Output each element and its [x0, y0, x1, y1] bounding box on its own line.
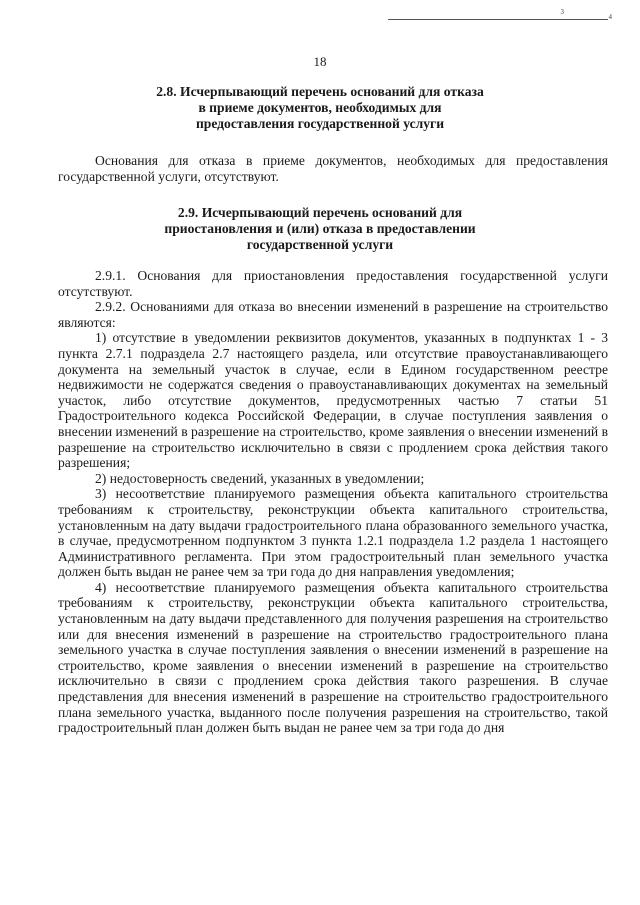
heading-line: приостановления и (или) отказа в предоставлении: [164, 221, 476, 236]
paragraph-2-9-1: 2.9.1. Основания для приостановления предоставления государственной услуги отсутствуют.: [58, 268, 608, 299]
paragraph: Основания для отказа в приеме документов, необходимых для предоставления государственной услуги, отсутствуют.: [58, 153, 608, 184]
section-2-8-heading: [110, 84, 530, 132]
paragraph-2-9-2: 2.9.2. Основаниями для отказа во внесении изменений в разрешение на строительство являются:: [58, 299, 608, 330]
page-number: 18: [313, 54, 327, 69]
list-item-3: 3) несоответствие планируемого размещения объекта капитального строительства требованиям к строительству, реконструкции объекта капитального строительства, установленным на дату выдачи градостроительного плана образованного земельного участка, в случае, предусмотренном подпунктом 3 пункта 1.2.1 подраздела 1.2 раздела 1 настоящего Административного регламента. При этом градостроительный план земельного участка должен быть выдан не ранее чем за три года до дня направления уведомления;: [58, 486, 608, 580]
heading-line: 2.8. Исчерпывающий перечень оснований для отказа: [156, 84, 484, 99]
heading-line: предоставления государственной услуги: [195, 116, 445, 131]
list-item-2: 2) недостоверность сведений, указанных в уведомлении;: [95, 470, 425, 486]
heading-line: 2.9. Исчерпывающий перечень оснований для: [177, 205, 463, 220]
heading-line: в приеме документов, необходимых для: [198, 100, 442, 115]
corner-marks: [382, 8, 612, 24]
section-2-9-heading: [110, 205, 530, 253]
corner-mark: 3: [560, 8, 564, 16]
corner-mark: 4: [608, 13, 612, 21]
heading-line: государственной услуги: [246, 237, 394, 252]
section-2-9-body: [58, 268, 608, 736]
list-item-1: 1) отсутствие в уведомлении реквизитов документов, указанных в подпунктах 1 - 3 пункта 2.7.1 подраздела 2.7 настоящего раздела, или отсутствие правоустанавливающего документа на земельный участок в случае, если в Едином государственном реестре недвижимости не содержатся сведения о правоустанавливающих документах на земельный участок, либо отсутствие документов, предусмотренных частью 7 статьи 51 Градостроительного кодекса Российской Федерации, в случае поступления заявления о внесении изменений в разрешение на строительство, кроме заявления о внесении изменений в разрешение на строительство исключительно в связи с продлением срока действия такого разрешения;: [58, 330, 608, 471]
list-item-4: 4) несоответствие планируемого размещения объекта капитального строительства требованиям к строительству, реконструкции объекта капитального строительства, установленным на дату выдачи представленного для получения разрешения на строительство или для внесения изменений в разрешение на строительство градостроительного плана земельного участка в случае поступления заявления о внесении изменений в разрешение на строительство, кроме заявления о внесении изменений в разрешение на строительство исключительно в связи с продлением срока действия такого разрешения. В случае представления для внесения изменений в разрешение на строительство градостроительного плана земельного участка, выданного после получения разрешения на строительство, такой градостроительный план должен быть выдан не ранее чем за три года до дня: [58, 579, 608, 736]
corner-line: [388, 19, 608, 20]
section-2-8-body: [58, 153, 608, 184]
